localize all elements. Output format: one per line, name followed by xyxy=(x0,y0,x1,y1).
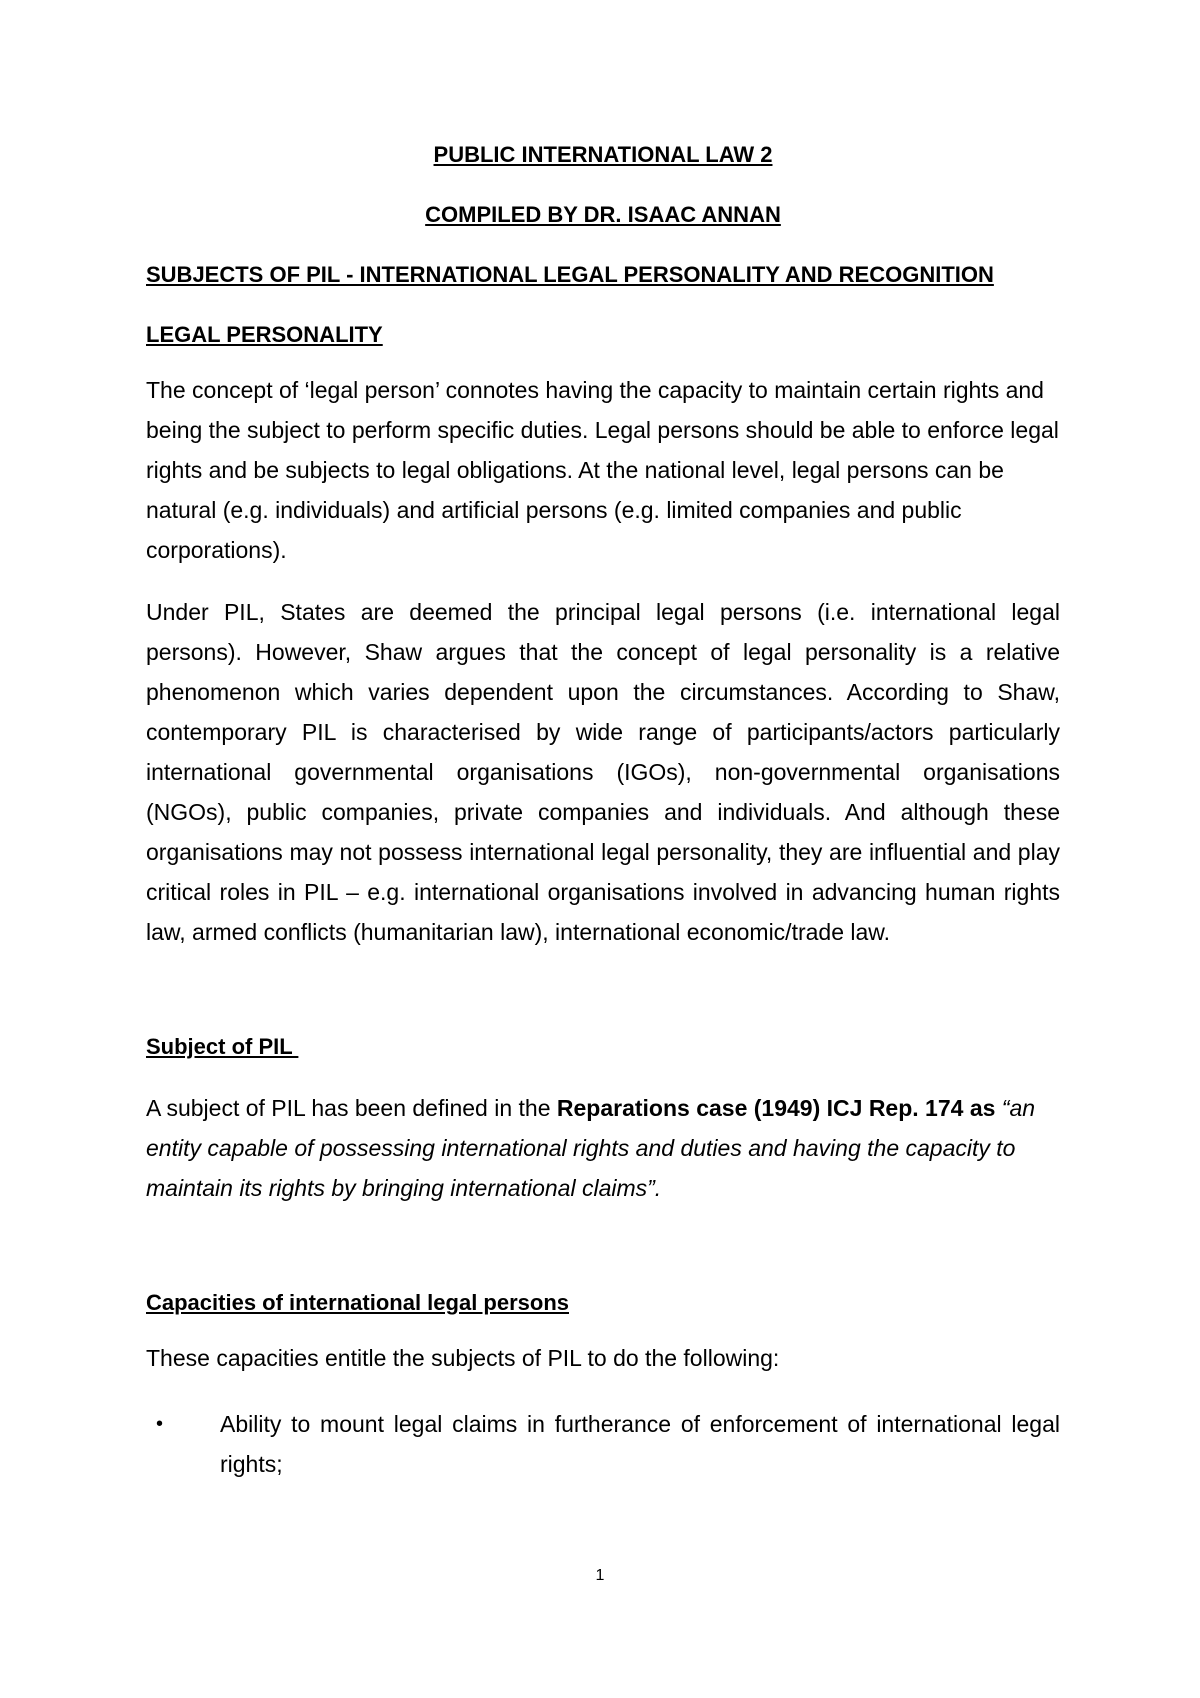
page-number: 1 xyxy=(595,1567,605,1584)
topic-heading: SUBJECTS OF PIL - INTERNATIONAL LEGAL PERSONALITY AND RECOGNITION xyxy=(146,262,994,287)
capacities-heading: Capacities of international legal persons xyxy=(146,1290,569,1315)
legal-personality-heading: LEGAL PERSONALITY xyxy=(146,322,383,347)
capacities-intro: These capacities entitle the subjects of PIL to do the following: xyxy=(146,1345,780,1371)
list-item-text: Ability to mount legal claims in furtherance of enforcement of international legal rights; xyxy=(220,1411,1060,1477)
reparations-case-citation: Reparations case (1949) ICJ Rep. 174 as xyxy=(556,1095,996,1121)
spacer xyxy=(146,974,1060,1032)
document-title: PUBLIC INTERNATIONAL LAW 2 xyxy=(433,142,773,167)
list-item xyxy=(146,1404,1060,1484)
subject-of-pil-heading: Subject of PIL xyxy=(146,1034,299,1059)
bullet-icon: • xyxy=(156,1413,164,1435)
legal-personality-paragraph-2: Under PIL, States are deemed the principal legal persons (i.e. international legal persons). However, Shaw argues that the concept of legal personality is a relative phenomenon which varies dependent upon the circumstances. According to Shaw, contemporary PIL is characterised by wide range of participants/actors particularly international governmental organisations (IGOs), non-governmental organisations (NGOs), public companies, private companies and individuals. And although these organisations may not possess international legal personality, they are influential and play critical roles in PIL – e.g. international organisations involved in advancing human rights law, armed conflicts (humanitarian law), international economic/trade law. xyxy=(146,599,1060,945)
subject-of-pil-paragraph xyxy=(146,1088,1060,1208)
subject-of-pil-definition: “an entity capable of possessing international rights and duties and having the capacity to maintain its rights by bringing international claims”. xyxy=(146,1095,1036,1201)
capacities-list xyxy=(146,1404,1060,1484)
compiled-by-line: COMPILED BY DR. ISAAC ANNAN xyxy=(425,202,781,227)
page-content xyxy=(146,140,1060,1484)
subject-of-pil-intro: A subject of PIL has been defined in the xyxy=(146,1095,557,1121)
spacer xyxy=(146,1230,1060,1288)
legal-personality-paragraph-1: The concept of ‘legal person’ connotes having the capacity to maintain certain rights and being the subject to perform specific duties. Legal persons should be able to enforce legal rights and be subjects to legal obligations. At the national level, legal persons can be natural (e.g. individuals) and artificial persons (e.g. limited companies and public corporations). xyxy=(146,377,1059,563)
